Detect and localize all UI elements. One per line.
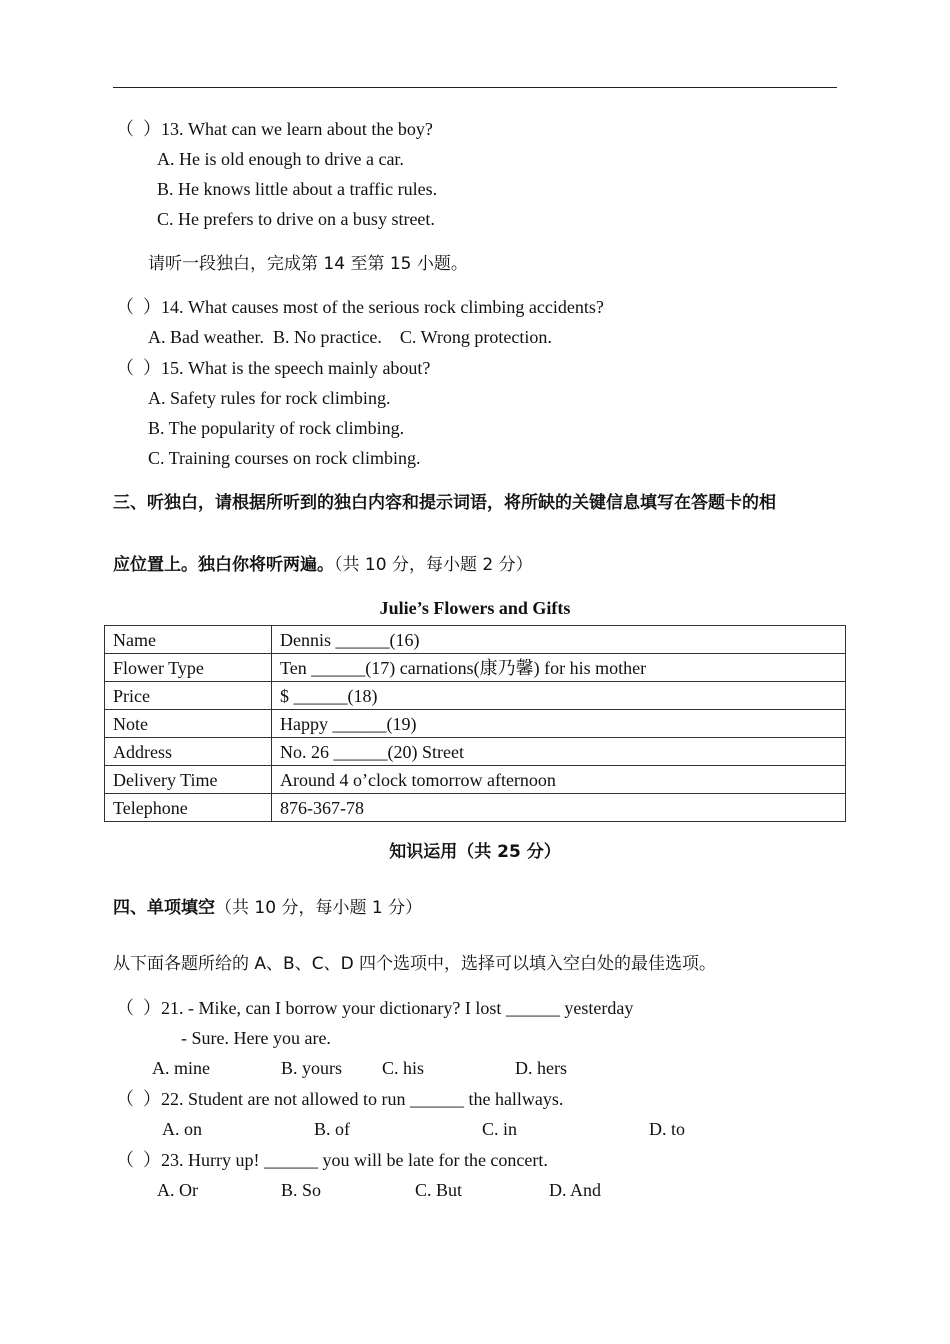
header-rule [113,87,837,88]
table-cell-value: $ ______(18) [272,682,846,710]
q23-option-c: C. But [415,1180,463,1200]
table-cell-value: Ten ______(17) carnations(康乃馨) for his mother [272,654,846,682]
table-cell-label: Delivery Time [105,766,272,794]
section4-heading [113,896,422,920]
q21-option-b: B. yours [281,1058,343,1078]
table-cell-value: No. 26 ______(20) Street [272,738,846,766]
section3-heading-score: （共 10 分，每小题 2 分） [334,555,533,575]
table-cell-label: Note [105,710,272,738]
q21-reply: - Sure. Here you are. [181,1028,331,1048]
section3-heading-bold: 应位置上。独白你将听两遍。 [113,555,334,575]
table-row [105,766,846,794]
section3-heading-line2 [113,553,533,577]
q14-question: （ ）14. What causes most of the serious rock climbing accidents? [116,297,604,317]
table-cell-label: Telephone [105,794,272,822]
table-row [105,738,846,766]
table-row [105,654,846,682]
q15-option-a: A. Safety rules for rock climbing. [148,388,391,408]
q23-option-d: D. And [549,1180,602,1200]
q14-options: A. Bad weather. B. No practice. C. Wrong protection. [148,327,552,347]
q22-option-b: B. of [314,1119,350,1139]
q21-option-a: A. mine [152,1058,210,1078]
table-row [105,794,846,822]
q21-option-d: D. hers [515,1058,567,1078]
q23-option-a: A. Or [157,1180,198,1200]
q13-option-c: C. He prefers to drive on a busy street. [157,209,435,229]
table-cell-label: Address [105,738,272,766]
q13-question: （ ）13. What can we learn about the boy? [116,119,433,139]
table-row [105,710,846,738]
table-row [105,682,846,710]
q21-option-c: C. his [382,1058,425,1078]
table-cell-label: Flower Type [105,654,272,682]
q22-option-c: C. in [482,1119,518,1139]
q22-option-d: D. to [649,1119,685,1139]
q13-option-b: B. He knows little about a traffic rules. [157,179,438,199]
info-table [104,625,846,822]
q15-question: （ ）15. What is the speech mainly about? [116,358,431,378]
q22-option-a: A. on [162,1119,202,1139]
table-cell-value: Happy ______(19) [272,710,846,738]
section4-heading-score: （共 10 分，每小题 1 分） [215,898,423,918]
q22-question: （ ）22. Student are not allowed to run ______ the hallways. [116,1089,564,1109]
table-cell-label: Price [105,682,272,710]
q23-option-b: B. So [281,1180,322,1200]
section4-instruction: 从下面各题所给的 A、B、C、D 四个选项中，选择可以填入空白处的最佳选项。 [113,954,717,974]
q13-option-a: A. He is old enough to drive a car. [157,149,404,169]
section3-heading-line1: 三、听独白，请根据所听到的独白内容和提示词语，将所缺的关键信息填写在答题卡的相 [113,493,776,513]
instruction-14-15: 请听一段独白，完成第 14 至第 15 小题。 [148,254,468,274]
q21-question: （ ）21. - Mike, can I borrow your dictionary? I lost ______ yesterday [116,998,634,1018]
q23-question: （ ）23. Hurry up! ______ you will be late for the concert. [116,1150,548,1170]
table-row [105,626,846,654]
q15-option-b: B. The popularity of rock climbing. [148,418,405,438]
q15-option-c: C. Training courses on rock climbing. [148,448,421,468]
section4-heading-bold: 四、单项填空 [113,898,215,918]
table-cell-value: 876-367-78 [272,794,846,822]
knowledge-heading: 知识运用（共 25 分） [389,842,561,862]
table-cell-value: Around 4 o’clock tomorrow afternoon [272,766,846,794]
table-cell-label: Name [105,626,272,654]
table-title: Julie’s Flowers and Gifts [379,598,571,618]
table-cell-value: Dennis ______(16) [272,626,846,654]
